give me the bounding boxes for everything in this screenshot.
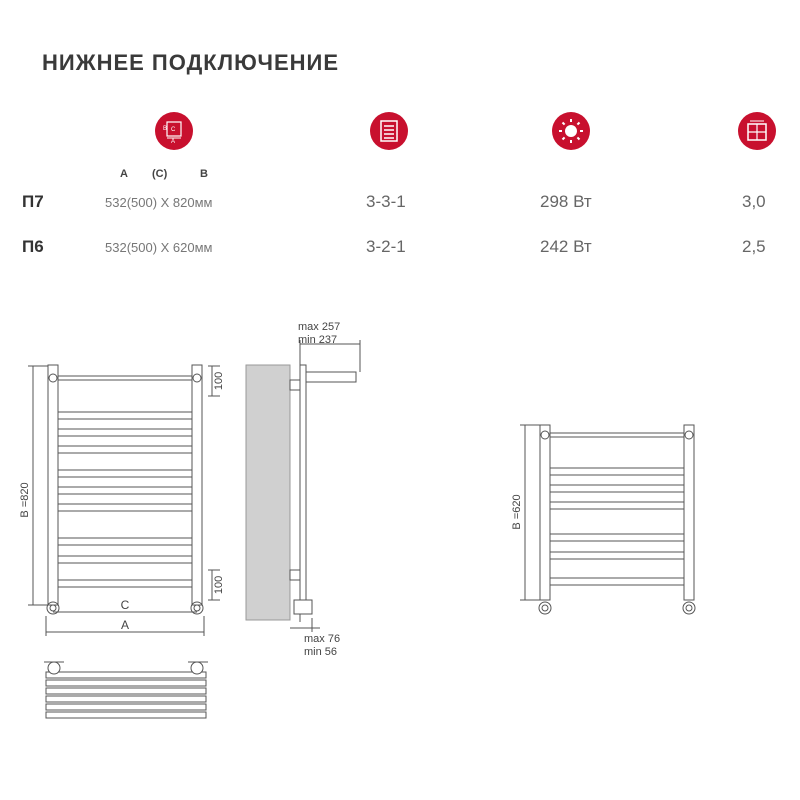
header-c: (C) bbox=[152, 168, 168, 180]
row-sections: 3-2-1 bbox=[366, 237, 406, 256]
row-label: П7 bbox=[22, 192, 44, 211]
page-title: НИЖНЕЕ ПОДКЛЮЧЕНИЕ bbox=[42, 50, 340, 75]
dim-a: A bbox=[120, 618, 130, 632]
row-power: 298 Вт bbox=[540, 192, 592, 211]
towel-rail-p7-front bbox=[47, 365, 203, 614]
dim-b620: B =620 bbox=[511, 494, 523, 530]
dim-100-top: 100 bbox=[213, 371, 225, 391]
dim-max257: max 257 bbox=[298, 321, 341, 333]
svg-text:B: B bbox=[163, 126, 168, 132]
row-area: 2,5 bbox=[742, 237, 766, 256]
dim-100-bottom: 100 bbox=[213, 575, 225, 595]
row-label: П6 bbox=[22, 237, 44, 256]
row-area: 3,0 bbox=[742, 192, 766, 211]
towel-rail-top-view bbox=[44, 662, 208, 718]
row-dims: 532(500) X 820мм bbox=[105, 195, 213, 210]
dim-min237: min 237 bbox=[298, 334, 338, 346]
towel-rail-side-view bbox=[246, 340, 360, 632]
row-dims: 532(500) X 620мм bbox=[105, 240, 213, 255]
svg-text:C: C bbox=[171, 127, 176, 133]
dim-max76: max 76 bbox=[304, 633, 341, 645]
header-a: A bbox=[120, 168, 128, 180]
row-sections: 3-3-1 bbox=[366, 192, 406, 211]
row-power: 242 Вт bbox=[540, 237, 592, 256]
dim-b820: B =820 bbox=[19, 482, 31, 518]
towel-rail-p6-front bbox=[539, 425, 695, 614]
dim-c: C bbox=[120, 598, 130, 612]
dim-min56: min 56 bbox=[304, 646, 338, 658]
svg-text:A: A bbox=[171, 139, 176, 145]
header-b: B bbox=[200, 168, 208, 180]
